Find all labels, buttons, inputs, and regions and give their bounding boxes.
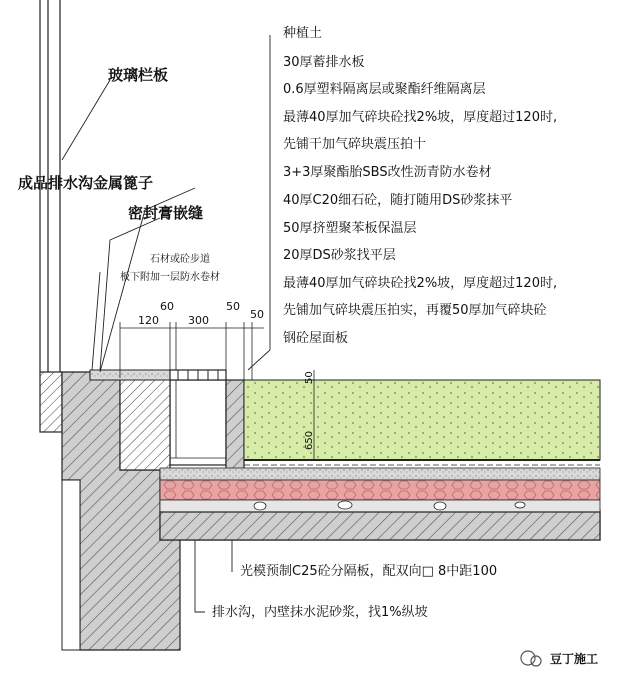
- layer-label: 20厚DS砂浆找平层: [283, 248, 396, 263]
- stone-paving: [120, 378, 170, 470]
- fine-concrete-layer: [160, 468, 600, 480]
- dim-60: 60: [160, 300, 174, 313]
- dim-50b: 50: [250, 308, 264, 321]
- watermark: [521, 651, 598, 666]
- drain-channel: [170, 380, 226, 465]
- layer-label: 先铺干加气碎块震压拍十: [283, 137, 427, 152]
- layer-label: 最薄40厚加气碎块砼找2%坡，厚度超过120时,: [283, 276, 558, 291]
- layer-label: 最薄40厚加气碎块砼找2%坡，厚度超过120时,: [283, 110, 558, 125]
- planting-soil: [244, 380, 600, 460]
- watermark-text: 豆丁施工: [550, 652, 599, 666]
- precast-divider-slab: [226, 380, 244, 472]
- layer-label: 种植土: [283, 26, 323, 41]
- metal-grate-label: 成品排水沟金属篦子: [18, 174, 154, 192]
- railing-post: [40, 372, 62, 432]
- layer-label: 钢砼屋面板: [283, 331, 349, 346]
- layer-label: 0.6厚塑料隔离层或聚酯纤维隔离层: [283, 82, 486, 97]
- layer-label: 先铺加气碎块震压拍实，再覆50厚加气碎块砼: [283, 303, 547, 318]
- dim-650v: 650: [304, 430, 315, 450]
- dim-300: 300: [188, 314, 209, 327]
- layer-label: 30厚蓄排水板: [283, 55, 365, 70]
- sealant-label: 密封膏嵌缝: [128, 204, 204, 222]
- dim-50a: 50: [226, 300, 240, 313]
- paving-note-2: 板下附加一层防水卷材: [120, 272, 220, 283]
- layer-label: 40厚C20细石砼，随打随用DS砂浆抹平: [283, 193, 513, 208]
- dim-50v: 50: [304, 371, 315, 384]
- roof-slab: [160, 512, 600, 540]
- layer-label-list: [283, 25, 557, 346]
- outer-wall: [62, 480, 80, 650]
- insulation-layer: [160, 480, 600, 500]
- layer-label: 50厚挤塑聚苯板保温层: [283, 221, 417, 236]
- wechat-icon: [521, 651, 535, 665]
- paving-top: [90, 370, 170, 380]
- drain-label: 排水沟，内壁抹水泥砂浆，找1%纵坡: [212, 605, 428, 620]
- dim-120: 120: [138, 314, 159, 327]
- slope-layer: [160, 500, 600, 512]
- paving-note-1: 石材或砼步道: [150, 254, 210, 265]
- glass-rail-label: 玻璃栏板: [108, 66, 169, 84]
- layer-label: 3+3厚聚酯胎SBS改性沥青防水卷材: [283, 165, 492, 180]
- precast-slab-label: 光模预制C25砼分隔板，配双向□ 8中距100: [240, 564, 498, 579]
